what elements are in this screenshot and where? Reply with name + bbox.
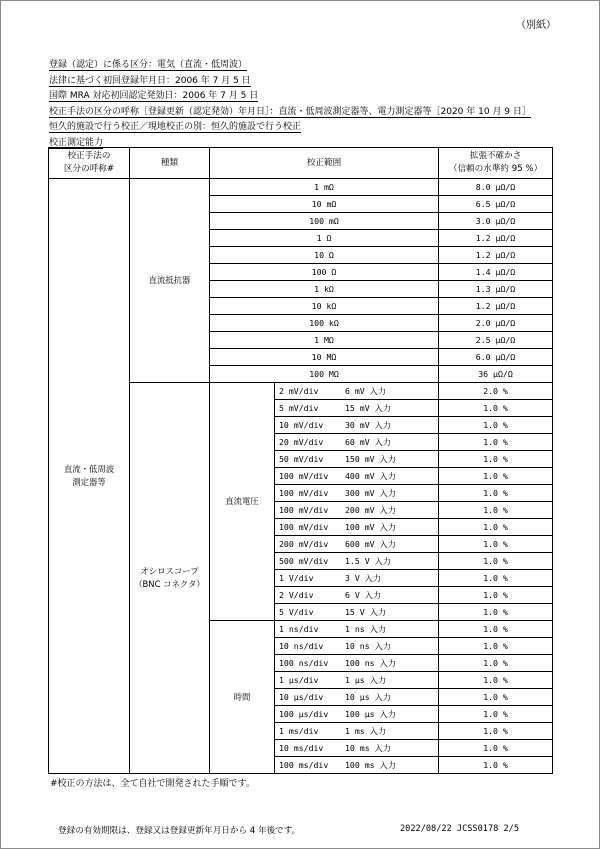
uncertainty-cell: 36 μΩ/Ω [439,366,553,383]
range-input: 100 ns 入力 [345,657,396,668]
range-input: 1 ms 入力 [345,725,387,736]
range-setting: 10 mV/div [279,419,324,430]
range-setting: 100 mV/div [279,504,329,515]
procedure-note: #校正の方法は、全て自社で開発された手順です。 [50,779,255,789]
range-setting: 100 mV/div [279,470,329,481]
range-setting: 200 mV/div [279,538,329,549]
range-setting: 1 ms/div [279,725,319,736]
uncertainty-cell: 1.0 % [439,417,553,434]
range-input: 300 mV 入力 [345,487,396,498]
range-setting: 5 V/div [279,606,314,617]
range-cell [275,417,439,434]
uncertainty-cell: 1.0 % [439,451,553,468]
uncertainty-cell: 8.0 μΩ/Ω [439,179,553,196]
range-input: 10 ns 入力 [345,640,391,651]
header-line-method-name: 校正手法の区分の呼称［登録更新（認定発効）年月日］：直流・低周波測定器等、電力測定器等［2020 年 10 月 9 日］ [49,106,531,117]
calibration-table [48,147,553,774]
annex-label: （別紙） [516,20,556,31]
document-header [49,58,531,152]
range-setting: 10 μs/div [279,691,324,702]
range-cell [275,604,439,621]
header-line-cmc: 校正測定能力 [49,137,104,148]
uncertainty-cell: 2.5 μΩ/Ω [439,332,553,349]
range-input: 600 mV 入力 [345,538,396,549]
range-cell [275,400,439,417]
range-setting: 100 ms/div [279,759,329,770]
header-line-initial-registration: 法律に基づく初回登録年月日：2006 年 7 月 5 日 [49,75,251,86]
range-input: 15 V 入力 [345,606,387,617]
range-input: 10 μs 入力 [345,691,391,702]
range-cell: 100 mΩ [210,213,439,230]
range-input: 3 V 入力 [345,572,382,583]
uncertainty-cell: 1.0 % [439,468,553,485]
range-setting: 100 mV/div [279,487,329,498]
range-cell [275,502,439,519]
uncertainty-cell: 1.0 % [439,723,553,740]
range-input: 1 ns 入力 [345,623,387,634]
range-cell: 1 MΩ [210,332,439,349]
range-setting: 2 mV/div [279,385,319,396]
range-setting: 1 V/div [279,572,314,583]
uncertainty-cell: 1.0 % [439,536,553,553]
range-cell [275,655,439,672]
range-setting: 100 μs/div [279,708,329,719]
validity-note: 登録の有効期限は、登録又は登録更新年月日から 4 年後です。 [58,826,301,836]
header-method: 校正手法の 区分の呼称# [49,148,130,179]
range-setting: 50 mV/div [279,453,324,464]
dc_voltage-label: 直流電圧 [210,383,275,621]
table-header-row [49,148,553,179]
range-input: 15 mV 入力 [345,402,391,413]
range-input: 100 μs 入力 [345,708,396,719]
range-cell [275,587,439,604]
range-cell [275,570,439,587]
resistor-label: 直流抵抗器 [130,179,210,383]
range-input: 400 mV 入力 [345,470,396,481]
range-setting: 10 ns/div [279,640,324,651]
range-cell: 10 kΩ [210,298,439,315]
uncertainty-cell: 1.2 μΩ/Ω [439,298,553,315]
range-input: 6 V 入力 [345,589,382,600]
uncertainty-cell: 1.0 % [439,689,553,706]
uncertainty-cell: 1.0 % [439,740,553,757]
range-cell: 10 MΩ [210,349,439,366]
range-cell [275,468,439,485]
uncertainty-cell: 2.0 μΩ/Ω [439,315,553,332]
range-setting: 5 mV/div [279,402,319,413]
range-cell [275,723,439,740]
range-setting: 2 V/div [279,589,314,600]
range-cell [275,757,439,774]
uncertainty-cell: 1.0 % [439,757,553,774]
range-cell: 1 Ω [210,230,439,247]
uncertainty-cell: 1.0 % [439,502,553,519]
range-cell [275,672,439,689]
uncertainty-cell: 1.0 % [439,485,553,502]
header-type: 種類 [130,148,210,179]
range-cell [275,451,439,468]
range-input: 150 mV 入力 [345,453,396,464]
calibration-table-body [49,148,553,774]
uncertainty-cell: 2.0 % [439,383,553,400]
range-input: 10 ms 入力 [345,742,391,753]
range-cell [275,621,439,638]
range-cell: 10 mΩ [210,196,439,213]
header-line-category: 登録（認定）に係る区分：電気（直流・低周波） [49,60,248,70]
range-setting: 20 mV/div [279,436,324,447]
uncertainty-cell: 3.0 μΩ/Ω [439,213,553,230]
range-cell [275,519,439,536]
header-line-mra-date: 国際 MRA 対応初回認定発効日：2006 年 7 月 5 日 [49,91,259,102]
range-cell [275,536,439,553]
document-id: 2022/08/22 JCSS0178 2/5 [400,824,519,834]
range-cell [275,638,439,655]
uncertainty-cell: 1.4 μΩ/Ω [439,264,553,281]
header-uncertainty: 拡張不確かさ （信頼の水準約 95 %） [439,148,553,179]
range-input: 200 mV 入力 [345,504,396,515]
range-input: 100 mV 入力 [345,521,396,532]
range-cell [275,383,439,400]
uncertainty-cell: 1.0 % [439,587,553,604]
time-label: 時間 [210,621,275,774]
uncertainty-cell: 1.3 μΩ/Ω [439,281,553,298]
range-cell [275,706,439,723]
uncertainty-cell: 1.0 % [439,672,553,689]
range-cell: 100 kΩ [210,315,439,332]
range-input: 1 μs 入力 [345,674,387,685]
uncertainty-cell: 6.0 μΩ/Ω [439,349,553,366]
range-cell [275,434,439,451]
uncertainty-cell: 1.0 % [439,400,553,417]
range-input: 30 mV 入力 [345,419,391,430]
uncertainty-cell: 1.0 % [439,604,553,621]
range-cell [275,740,439,757]
range-setting: 500 mV/div [279,555,329,566]
range-input: 6 mV 入力 [345,385,387,396]
uncertainty-cell: 1.0 % [439,638,553,655]
range-setting: 100 ns/div [279,657,329,668]
range-cell: 100 Ω [210,264,439,281]
uncertainty-cell: 6.5 μΩ/Ω [439,196,553,213]
range-input: 60 mV 入力 [345,436,391,447]
uncertainty-cell: 1.0 % [439,706,553,723]
uncertainty-cell: 1.0 % [439,655,553,672]
range-cell: 1 kΩ [210,281,439,298]
uncertainty-cell: 1.0 % [439,553,553,570]
uncertainty-cell: 1.2 μΩ/Ω [439,247,553,264]
range-cell: 1 mΩ [210,179,439,196]
range-cell [275,485,439,502]
table-row [49,179,553,196]
range-cell [275,689,439,706]
range-setting: 100 mV/div [279,521,329,532]
range-cell: 10 Ω [210,247,439,264]
range-setting: 10 ms/div [279,742,324,753]
range-cell: 100 MΩ [210,366,439,383]
range-setting: 1 μs/div [279,674,319,685]
uncertainty-cell: 1.2 μΩ/Ω [439,230,553,247]
header-line-facility: 恒久的施設で行う校正／現地校正の別：恒久的施設で行う校正 [49,122,302,133]
range-cell [275,553,439,570]
uncertainty-cell: 1.0 % [439,621,553,638]
method-name-cell: 直流・低周波 測定器等 [49,179,130,774]
header-range: 校正範囲 [210,148,439,179]
uncertainty-cell: 1.0 % [439,519,553,536]
range-input: 1.5 V 入力 [345,555,391,566]
uncertainty-cell: 1.0 % [439,570,553,587]
range-setting: 1 ns/div [279,623,319,634]
uncertainty-cell: 1.0 % [439,434,553,451]
range-input: 100 ms 入力 [345,759,396,770]
oscilloscope-label: オシロスコープ （BNC コネクタ） [130,383,210,774]
